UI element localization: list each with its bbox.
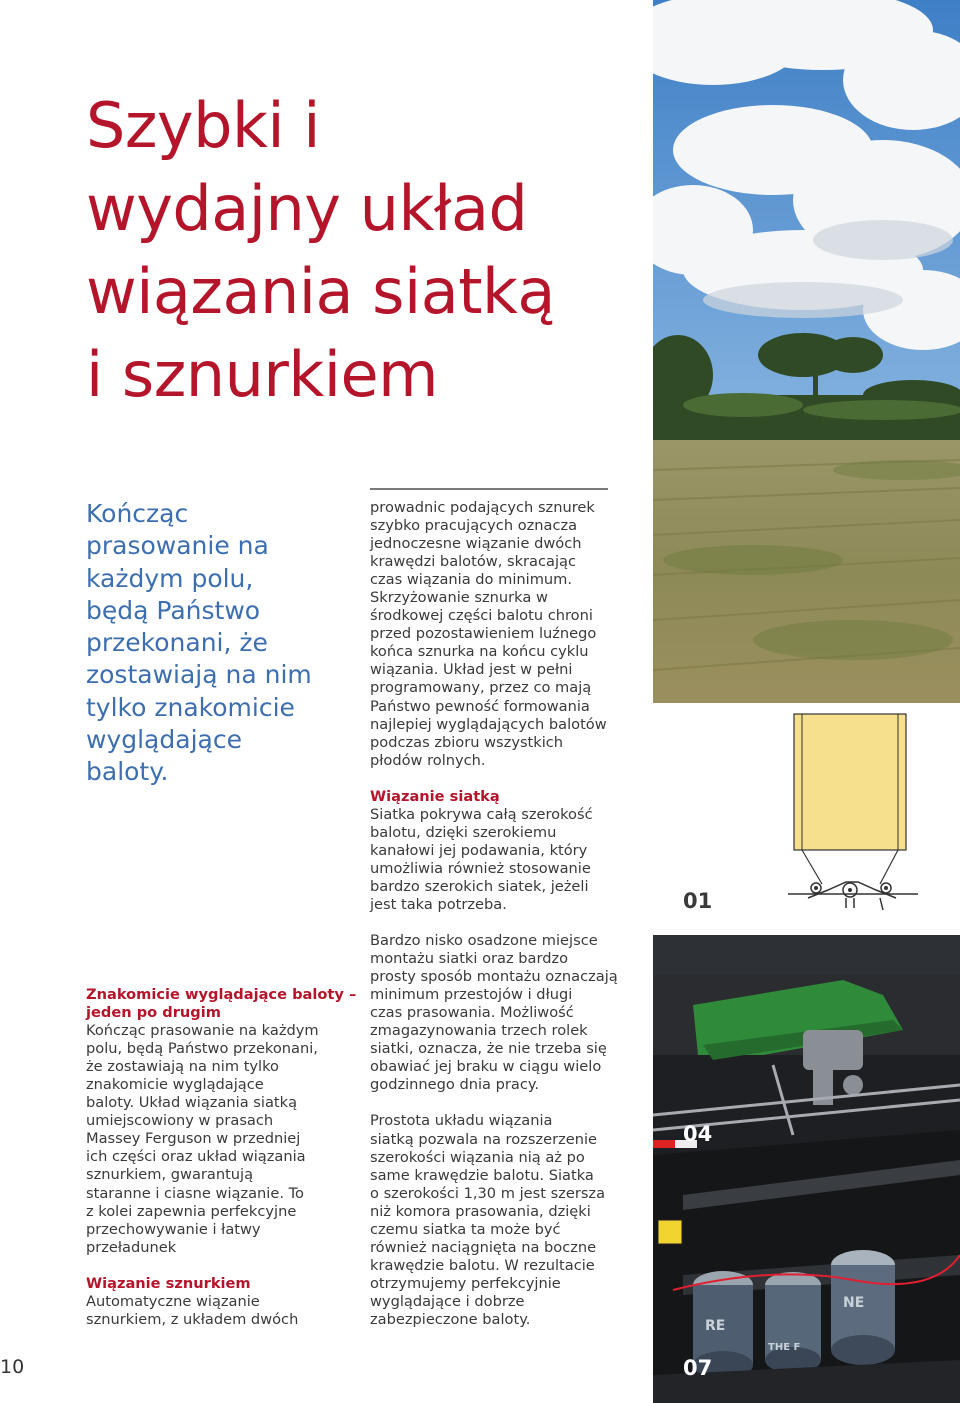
body-line: Siatka pokrywa całą szerokość bbox=[370, 805, 593, 823]
body-line: zmagazynowania trzech rolek bbox=[370, 1022, 588, 1040]
body-line: programowany, przez co mają bbox=[370, 679, 592, 697]
body-line: czas wiązania do minimum. bbox=[370, 571, 573, 589]
body-line: sznurkiem, gwarantują bbox=[86, 1166, 254, 1184]
section-heading: jeden po drugim bbox=[86, 1004, 221, 1022]
body-line: płodów rolnych. bbox=[370, 751, 486, 769]
section-baloty bbox=[86, 986, 357, 1257]
body-line: znakomicie wyglądające bbox=[86, 1076, 264, 1094]
title-line: Szybki i bbox=[86, 89, 321, 162]
body-line: bardzo szerokich siatek, jeżeli bbox=[370, 877, 589, 895]
body-line: krawędzi balotów, skracając bbox=[370, 553, 576, 571]
body-line: baloty. Układ wiązania siatką bbox=[86, 1094, 298, 1112]
section-heading: Wiązanie sznurkiem bbox=[86, 1274, 251, 1292]
body-line: jednoczesne wiązanie dwóch bbox=[370, 535, 582, 553]
body-line: prowadnic podających sznurek bbox=[370, 499, 595, 516]
title-line: wydajny układ bbox=[86, 172, 528, 245]
body-line: kanałowi jej podawania, który bbox=[370, 841, 588, 859]
body-line: siatki, oznacza, że nie trzeba się bbox=[370, 1040, 607, 1058]
section-twine-tying bbox=[86, 1275, 346, 1329]
body-line: sznurkiem, z układem dwóch bbox=[86, 1310, 299, 1328]
body-line: że zostawiają na nim tylko bbox=[86, 1058, 279, 1076]
body-line: najlepiej wyglądających balotów bbox=[370, 715, 607, 733]
body-line: czas prasowania. Możliwość bbox=[370, 1004, 574, 1022]
middle-column bbox=[370, 499, 630, 1329]
body-line: krawędzie balotu. W rezultacie bbox=[370, 1256, 595, 1274]
figure-label-07: 07 bbox=[683, 1356, 713, 1380]
body-line: wyglądające i dobrze bbox=[370, 1292, 525, 1310]
body-line: obawiać jej braku w ciągu wielo bbox=[370, 1058, 602, 1076]
body-line: Prostota układu wiązania bbox=[370, 1112, 553, 1130]
lead-line: baloty. bbox=[86, 757, 169, 787]
page-title bbox=[86, 84, 646, 416]
body-line: Automatyczne wiązanie bbox=[86, 1292, 260, 1310]
body-line: godzinnego dnia pracy. bbox=[370, 1076, 540, 1094]
body-line: czemu siatka ta może być bbox=[370, 1220, 561, 1238]
body-line: środkowej części balotu chroni bbox=[370, 607, 593, 625]
figure-label-04: 04 bbox=[683, 1122, 713, 1146]
lead-line: Kończąc bbox=[86, 499, 189, 528]
roll-lettering: THE F bbox=[768, 1342, 801, 1353]
body-line: umiejscowiony w prasach bbox=[86, 1112, 274, 1130]
field-photo bbox=[653, 0, 960, 703]
body-line: umożliwia również stosowanie bbox=[370, 859, 591, 877]
body-line: zabezpieczone baloty. bbox=[370, 1310, 531, 1328]
title-line: i sznurkiem bbox=[86, 338, 439, 411]
body-line: same krawędzie balotu. Siatka bbox=[370, 1166, 594, 1184]
lead-line: wyglądające bbox=[86, 725, 242, 755]
section-heading: Wiązanie siatką bbox=[370, 787, 500, 805]
lead-line: każdym polu, bbox=[86, 563, 254, 593]
net-wrap-machine-photo bbox=[653, 935, 960, 1403]
section-heading: Znakomicie wyglądające baloty – bbox=[86, 986, 357, 1003]
body-line: wiązania. Układ jest w pełni bbox=[370, 661, 573, 679]
body-line: prosty sposób montażu oznaczają bbox=[370, 968, 618, 986]
body-line: szerokości wiązania nią aż po bbox=[370, 1148, 585, 1166]
body-line: przed pozostawieniem luźnego bbox=[370, 625, 597, 643]
body-line: minimum przestojów i długi bbox=[370, 986, 573, 1004]
body-line: Kończąc prasowanie na każdym bbox=[86, 1022, 319, 1040]
body-line: szybko pracujących oznacza bbox=[370, 517, 578, 535]
lead-line: tylko znakomicie bbox=[86, 692, 295, 722]
figure-label-01: 01 bbox=[683, 889, 713, 913]
lead-line: prasowanie na bbox=[86, 531, 269, 561]
body-line: również naciągnięta na boczne bbox=[370, 1238, 597, 1256]
body-line: otrzymujemy perfekcyjnie bbox=[370, 1274, 561, 1292]
body-line: z kolei zapewnia perfekcyjne bbox=[86, 1202, 297, 1220]
title-line: wiązania siatką bbox=[86, 255, 555, 328]
body-line: przechowywanie i łatwy bbox=[86, 1220, 261, 1238]
body-line: końca sznurka na końcu cyklu bbox=[370, 643, 589, 661]
body-line: staranne i ciasne wiązanie. To bbox=[86, 1184, 304, 1202]
lead-line: będą Państwo bbox=[86, 595, 261, 625]
body-line: przeładunek bbox=[86, 1238, 177, 1256]
body-line: jest taka potrzeba. bbox=[370, 895, 507, 913]
body-line: o szerokości 1,30 m jest szersza bbox=[370, 1184, 606, 1202]
body-line: montażu siatki oraz bardzo bbox=[370, 950, 569, 968]
lead-line: zostawiają na nim bbox=[86, 660, 312, 690]
left-column bbox=[86, 986, 357, 1329]
section-net-tying bbox=[370, 788, 630, 914]
column-divider-rule bbox=[370, 488, 608, 490]
body-line: Skrzyżowanie sznurka w bbox=[370, 589, 548, 607]
body-line: niż komora prasowania, dzięki bbox=[370, 1202, 591, 1220]
body-line: Massey Ferguson w przedniej bbox=[86, 1130, 301, 1148]
net-wrap-diagram bbox=[788, 712, 918, 922]
roll-lettering: RE bbox=[705, 1318, 726, 1334]
body-line: polu, będą Państwo przekonani, bbox=[86, 1040, 318, 1058]
paragraph-twine-continued bbox=[370, 499, 630, 770]
lead-line: przekonani, że bbox=[86, 628, 268, 658]
body-line: Bardzo nisko osadzone miejsce bbox=[370, 932, 598, 950]
lead-paragraph bbox=[86, 498, 326, 789]
paragraph-net-mounting bbox=[370, 932, 630, 1094]
roll-lettering: NE bbox=[843, 1295, 865, 1311]
page-number: 10 bbox=[0, 1356, 25, 1378]
body-line: Państwo pewność formowania bbox=[370, 697, 590, 715]
body-line: siatką pozwala na rozszerzenie bbox=[370, 1130, 597, 1148]
paragraph-net-width bbox=[370, 1112, 630, 1329]
body-line: podczas zbioru wszystkich bbox=[370, 733, 564, 751]
body-line: ich części oraz układ wiązania bbox=[86, 1148, 306, 1166]
body-line: balotu, dzięki szerokiemu bbox=[370, 823, 557, 841]
